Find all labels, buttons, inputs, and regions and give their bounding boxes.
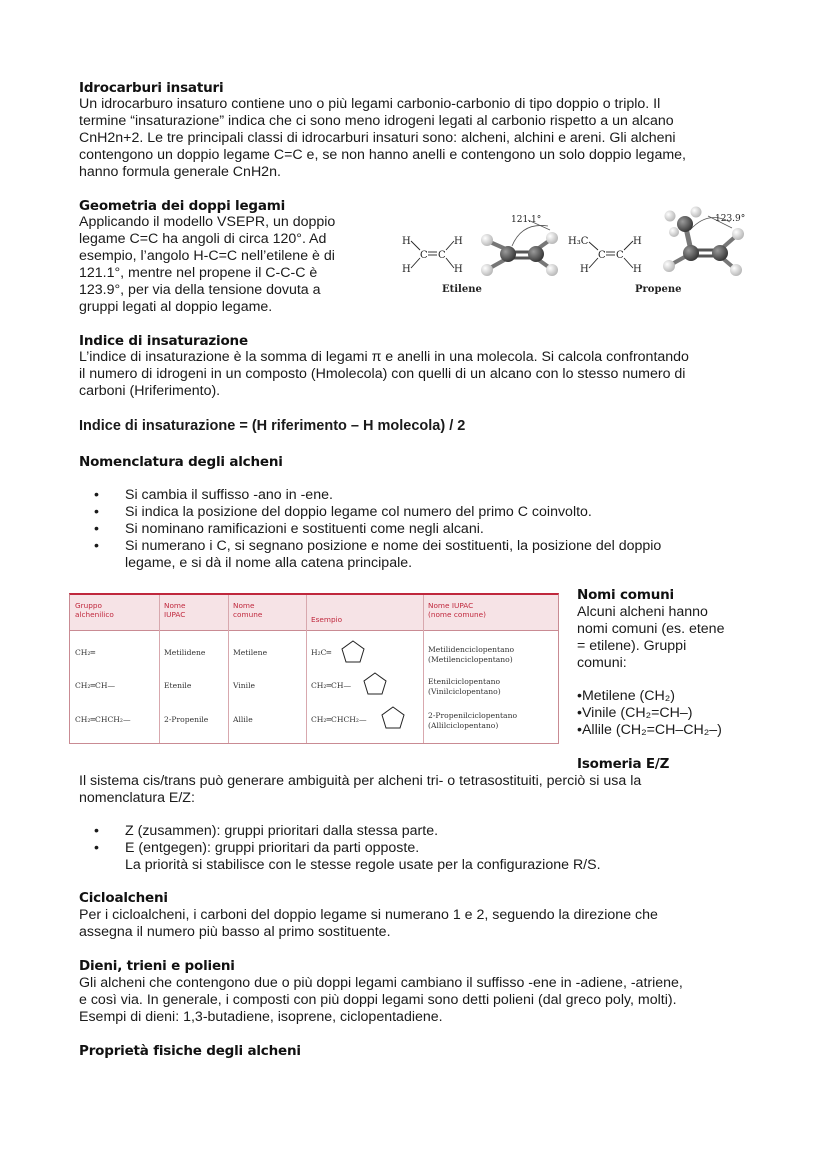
ethylene-caption: Etilene (442, 284, 482, 295)
ethylene-h-bl: H (402, 264, 411, 275)
list-item: • E (entgegen): gruppi prioritari da parti opposte. (94, 840, 601, 857)
text-line: gruppi legati al doppio legame. (79, 299, 273, 315)
text-line: hanno formula generale CnH2n. (79, 164, 281, 180)
cell-example: CH₂═CHCH₂— (311, 715, 367, 724)
text-line: nomi comuni (es. etene (577, 621, 725, 637)
heading-indice-insaturazione: Indice di insaturazione (79, 333, 248, 349)
propene-c1: C (598, 250, 606, 261)
common-groups-list (577, 688, 722, 739)
list-item: • Si nominano ramificazioni e sostituenti come negli alcani. (94, 521, 661, 538)
col-header-group: Gruppo alchenilico (75, 601, 114, 619)
formula-indice-insaturazione: Indice di insaturazione = (H riferimento – H molecola) / 2 (79, 418, 466, 434)
text-line: L’indice di insaturazione è la somma di legami π e anelli in una molecola. Si calcola confrontando (79, 349, 689, 365)
cell-name: 2-Propenilciclopentano (Allilciclopentano) (428, 711, 518, 730)
list-item: •Allile (CH₂=CH–CH₂–) (577, 722, 722, 738)
text-line: Il sistema cis/trans può generare ambiguità per alcheni tri- o tetrasostituiti, perciò si usa la (79, 773, 642, 789)
cyclopentane-icon (362, 671, 388, 697)
text-line: = etilene). Gruppi (577, 638, 687, 654)
ethylene-c1: C (420, 250, 428, 261)
text-line: carboni (Hriferimento). (79, 383, 221, 399)
text-line: esempio, l’angolo H-C=C nell’etilene è di (79, 248, 335, 264)
ethylene-c2: C (438, 250, 446, 261)
text-line: 123.9°, per via della tensione dovuta a (79, 282, 321, 298)
heading-idrocarburi-insaturi: Idrocarburi insaturi (79, 80, 224, 96)
alkenyl-groups-table (69, 593, 559, 744)
list-item: •Metilene (CH₂) (577, 688, 675, 704)
text-line: 121.1°, mentre nel propene il C-C-C è (79, 265, 318, 281)
list-note: La priorità si stabilisce con le stesse regole usate per la configurazione R/S. (125, 857, 601, 873)
cell-common: Metilene (233, 648, 268, 657)
text-line: Esempi di dieni: 1,3-butadiene, isoprene, ciclopentadiene. (79, 1009, 443, 1025)
heading-cicloalcheni: Cicloalcheni (79, 890, 168, 906)
ethylene-angle-label: 121.1° (511, 215, 542, 225)
propene-angle-label: 123.9° (715, 214, 746, 224)
paragraph-cicloalcheni (79, 907, 759, 941)
cyclopentane-icon (340, 639, 366, 665)
heading-geometria: Geometria dei doppi legami (79, 198, 286, 214)
text-line: nomenclatura E/Z: (79, 790, 195, 806)
heading-nomenclatura: Nomenclatura degli alcheni (79, 454, 283, 470)
list-item: • Z (zusammen): gruppi prioritari dalla stessa parte. (94, 823, 601, 840)
text-line: Per i cicloalcheni, i carboni del doppio legame si numerano 1 e 2, seguendo la direzione che (79, 907, 658, 923)
cell-common: Vinile (233, 681, 256, 690)
text-line: Alcuni alcheni hanno (577, 604, 708, 620)
cyclopentane-icon (380, 705, 406, 731)
ethylene-h-tr: H (454, 236, 463, 247)
cell-example: H₂C═ (311, 648, 332, 657)
text-line: legame C=C ha angoli di circa 120°. Ad (79, 231, 327, 247)
propene-c2: C (616, 250, 624, 261)
ethylene-h-tl: H (402, 236, 411, 247)
text-line: assegna il numero più basso al primo sostituente. (79, 924, 391, 940)
text-line: il numero di idrogeni in un composto (Hmolecola) con quelli di un alcano con lo stesso numero di (79, 366, 686, 382)
alkene-geometry-figure (390, 192, 760, 304)
list-item: • Si numerano i C, si segnano posizione e nome dei sostituenti, la posizione del doppio legame, e si dà il nome alla catena principale. (94, 538, 661, 572)
list-item: • Si cambia il suffisso -ano in -ene. (94, 487, 661, 504)
propene-caption: Propene (635, 284, 682, 295)
paragraph-isomeria (79, 773, 759, 807)
propene-h-tr: H (633, 236, 642, 247)
cell-group: CH₂═CHCH₂— (75, 715, 131, 724)
text-line: CnH2n+2. Le tre principali classi di idrocarburi insaturi sono: alcheni, alchini e areni. Gli alcheni (79, 130, 676, 146)
text-line: Un idrocarburo insaturo contiene uno o più legami carbonio-carbonio di tipo doppio o triplo. Il (79, 96, 661, 112)
cell-group: CH₂═ (75, 648, 96, 657)
propene-h3c: H₃C (568, 236, 589, 247)
cell-name: Metilidenciclopentano (Metilenciclopentano) (428, 645, 515, 664)
text-line: Applicando il modello VSEPR, un doppio (79, 214, 336, 230)
cell-name: Etenilciclopentano (Vinilciclopentano) (428, 677, 501, 696)
paragraph-idrocarburi (79, 96, 759, 181)
paragraph-nomi-comuni (577, 604, 724, 672)
heading-nomi-comuni: Nomi comuni (577, 587, 674, 603)
cell-iupac: 2-Propenile (164, 715, 209, 724)
col-header-example: Esempio (311, 615, 343, 624)
paragraph-geometria (79, 214, 369, 316)
ethylene-h-br: H (454, 264, 463, 275)
col-header-common: Nome comune (233, 601, 263, 619)
col-header-iupac: Nome IUPAC (164, 601, 186, 619)
cell-example: CH₂═CH— (311, 681, 352, 690)
ez-rules-list (94, 823, 601, 874)
cell-group: CH₂═CH— (75, 681, 116, 690)
paragraph-dieni (79, 975, 759, 1026)
cell-common: Allile (233, 715, 253, 724)
propene-h-br: H (633, 264, 642, 275)
list-item: • Si indica la posizione del doppio legame col numero del primo C coinvolto. (94, 504, 661, 521)
col-header-name: Nome IUPAC (nome comune) (428, 601, 487, 619)
ethylene-model (481, 220, 558, 276)
text-line: comuni: (577, 655, 627, 671)
propene-h-bl: H (580, 264, 589, 275)
text-line: termine “insaturazione” indica che ci sono meno idrogeni legati al carbonio rispetto a un alcano (79, 113, 674, 129)
text-line: Gli alcheni che contengono due o più doppi legami cambiano il suffisso -ene in -adiene, -atriene, (79, 975, 683, 991)
nomenclature-rules-list (94, 487, 661, 572)
heading-isomeria-ez: Isomeria E/Z (577, 756, 670, 772)
list-item: •Vinile (CH₂=CH–) (577, 705, 693, 721)
heading-dieni: Dieni, trieni e polieni (79, 958, 235, 974)
cell-iupac: Metilidene (164, 648, 206, 657)
cell-iupac: Etenile (164, 681, 192, 690)
text-line: e così via. In generale, i composti con più doppi legami sono detti polieni (dal greco poly, molti). (79, 992, 677, 1008)
heading-proprieta-fisiche: Proprietà fisiche degli alcheni (79, 1043, 301, 1059)
text-line: contengono un doppio legame C=C e, se non hanno anelli e contengono un solo doppio legame, (79, 147, 686, 163)
paragraph-indice (79, 349, 759, 400)
